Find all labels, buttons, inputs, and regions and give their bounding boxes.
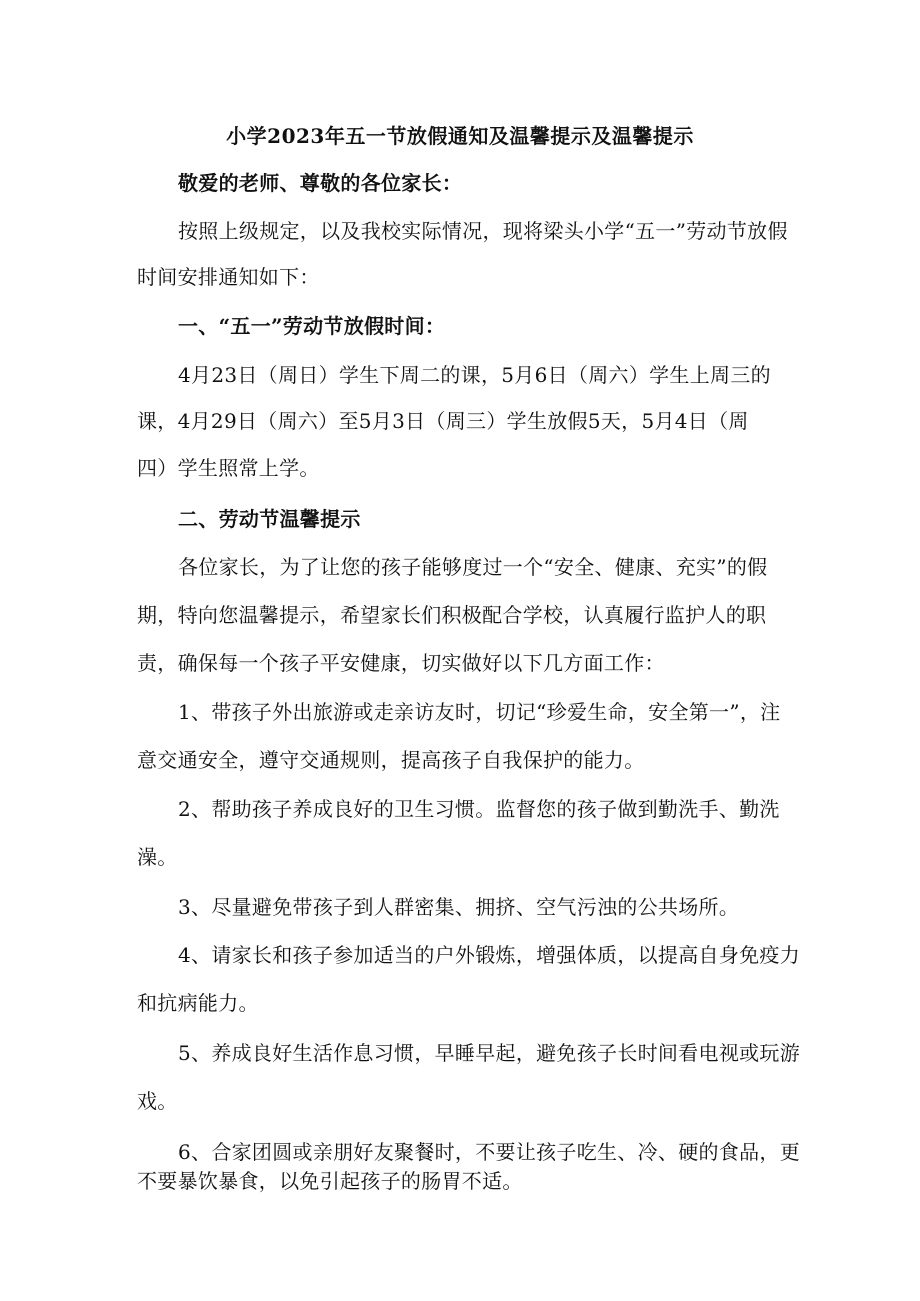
tip-3-line-1: 3、尽量避免带孩子到人群密集、拥挤、空气污浊的公共场所。 bbox=[178, 895, 740, 919]
section2-heading: 二、劳动节温馨提示 bbox=[178, 507, 361, 531]
section1-heading: 一、“五一”劳动节放假时间： bbox=[178, 314, 446, 338]
section2-intro-line-3: 责，确保每一个孩子平安健康，切实做好以下几方面工作： bbox=[137, 651, 665, 675]
section1-line-2: 课，4月29日（周六）至5月3日（周三）学生放假5天，5月4日（周 bbox=[137, 409, 749, 433]
tip-4-line-1: 4、请家长和孩子参加适当的户外锻炼，增强体质，以提高自身免疫力 bbox=[178, 943, 801, 967]
intro-line-1: 按照上级规定，以及我校实际情况，现将梁头小学“五一”劳动节放假 bbox=[178, 219, 788, 243]
section2-intro-line-2: 期，特向您温馨提示，希望家长们积极配合学校，认真履行监护人的职 bbox=[137, 603, 767, 627]
section1-line-3: 四）学生照常上学。 bbox=[137, 456, 320, 480]
tip-2-line-2: 澡。 bbox=[137, 845, 178, 869]
tip-2-line-1: 2、帮助孩子养成良好的卫生习惯。监督您的孩子做到勤洗手、勤洗 bbox=[178, 797, 780, 821]
tip-5-line-1: 5、养成良好生活作息习惯，早睡早起，避免孩子长时间看电视或玩游 bbox=[178, 1041, 801, 1065]
section1-line-1: 4月23日（周日）学生下周二的课，5月6日（周六）学生上周三的 bbox=[178, 363, 771, 387]
intro-line-2: 时间安排通知如下： bbox=[137, 265, 320, 289]
tip-4-line-2: 和抗病能力。 bbox=[137, 991, 259, 1015]
tip-5-line-2: 戏。 bbox=[137, 1089, 178, 1113]
document-title: 小学2023年五一节放假通知及温馨提示及温馨提示 bbox=[226, 124, 694, 148]
salutation: 敬爱的老师、尊敬的各位家长： bbox=[178, 171, 463, 195]
tip-6-line-2: 不要暴饮暴食，以免引起孩子的肠胃不适。 bbox=[137, 1169, 523, 1193]
tip-6-line-1: 6、合家团圆或亲朋好友聚餐时，不要让孩子吃生、冷、硬的食品，更 bbox=[178, 1140, 801, 1164]
tip-1-line-1: 1、带孩子外出旅游或走亲访友时，切记“珍爱生命，安全第一”，注 bbox=[178, 700, 781, 724]
tip-1-line-2: 意交通安全，遵守交通规则，提高孩子自我保护的能力。 bbox=[137, 748, 645, 772]
section2-intro-line-1: 各位家长，为了让您的孩子能够度过一个“安全、健康、充实”的假 bbox=[178, 555, 768, 579]
